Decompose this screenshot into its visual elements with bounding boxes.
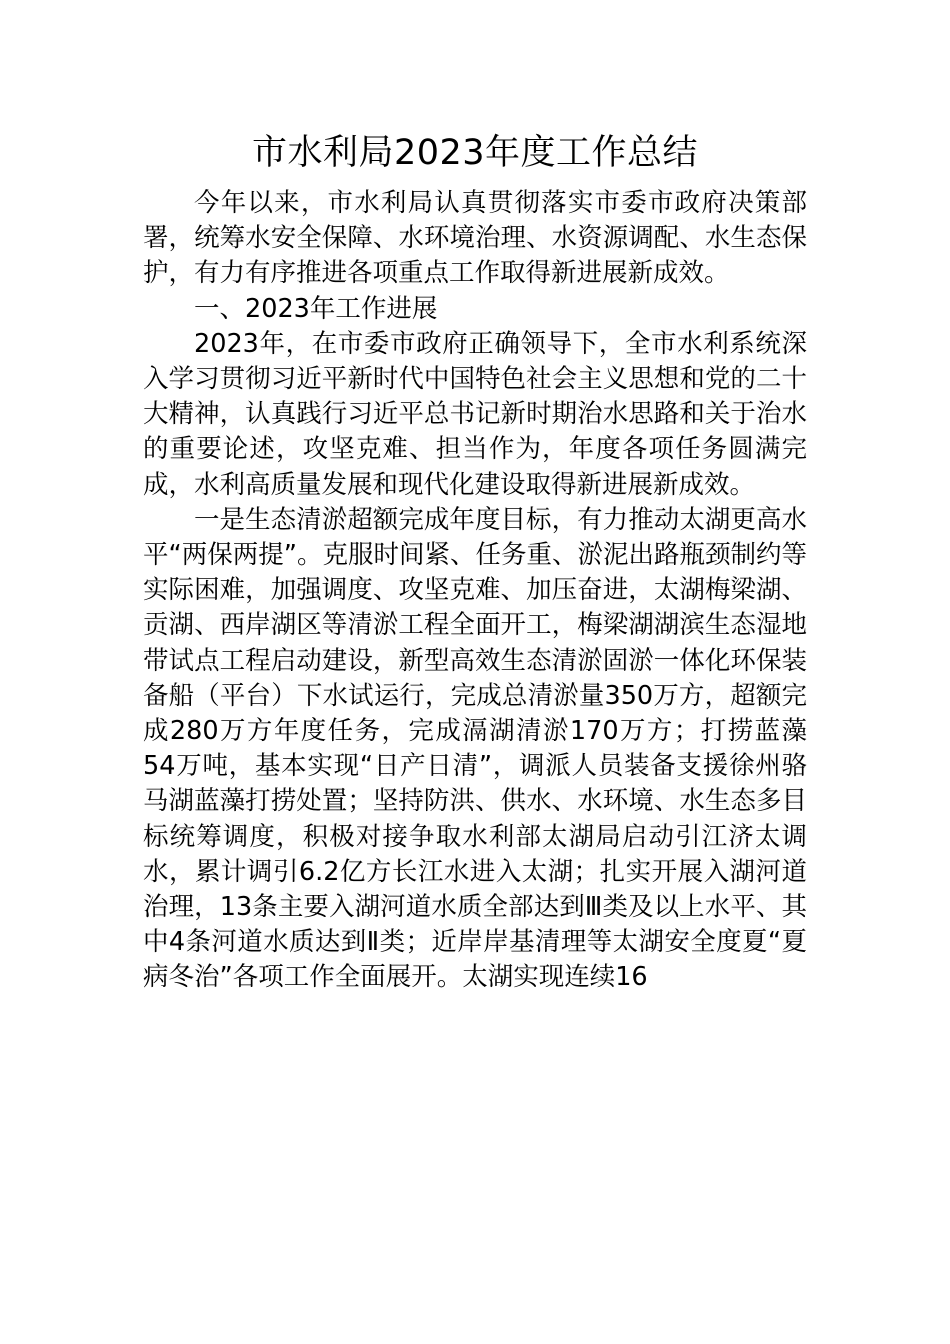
document-title: 市水利局2023年度工作总结 (251, 133, 699, 173)
document-body (143, 186, 807, 996)
intro-paragraph: 今年以来，市水利局认真贯彻落实市委市政府决策部署，统筹水安全保障、水环境治理、水资源调配、水生态保护，有力有序推进各项重点工作取得新进展新成效。 (143, 188, 807, 289)
section-heading: 一、2023年工作进展 (194, 293, 438, 324)
summary-paragraph: 2023年，在市委市政府正确领导下，全市水利系统深入学习贯彻习近平新时代中国特色社会主义思想和党的二十大精神，认真践行习近平总书记新时期治水思路和关于治水的重要论述，攻坚克难、担当作为，年度各项任务圆满完成，水利高质量发展和现代化建设取得新进展新成效。 (143, 328, 807, 500)
item-paragraph: 一是生态清淤超额完成年度目标，有力推动太湖更高水平“两保两提”。克服时间紧、任务重、淤泥出路瓶颈制约等实际困难，加强调度、攻坚克难、加压奋进，太湖梅梁湖、贡湖、西岸湖区等清淤工程全面开工，梅梁湖湖滨生态湿地带试点工程启动建设，新型高效生态清淤固淤一体化环保装备船（平台）下水试运行，完成总清淤量350万方，超额完成280万方年度任务，完成滆湖清淤170万方；打捞蓝藻54万吨，基本实现“日产日清”，调派人员装备支援徐州骆马湖蓝藻打捞处置；坚持防洪、供水、水环境、水生态多目标统筹调度，积极对接争取水利部太湖局启动引江济太调水，累计调引6.2亿方长江水进入太湖；扎实开展入湖河道治理，13条主要入湖河道水质全部达到Ⅲ类及以上水平、其中4条河道水质达到Ⅱ类；近岸岸基清理等太湖安全度夏“夏病冬治”各项工作全面展开。太湖实现连续16 (143, 504, 807, 993)
